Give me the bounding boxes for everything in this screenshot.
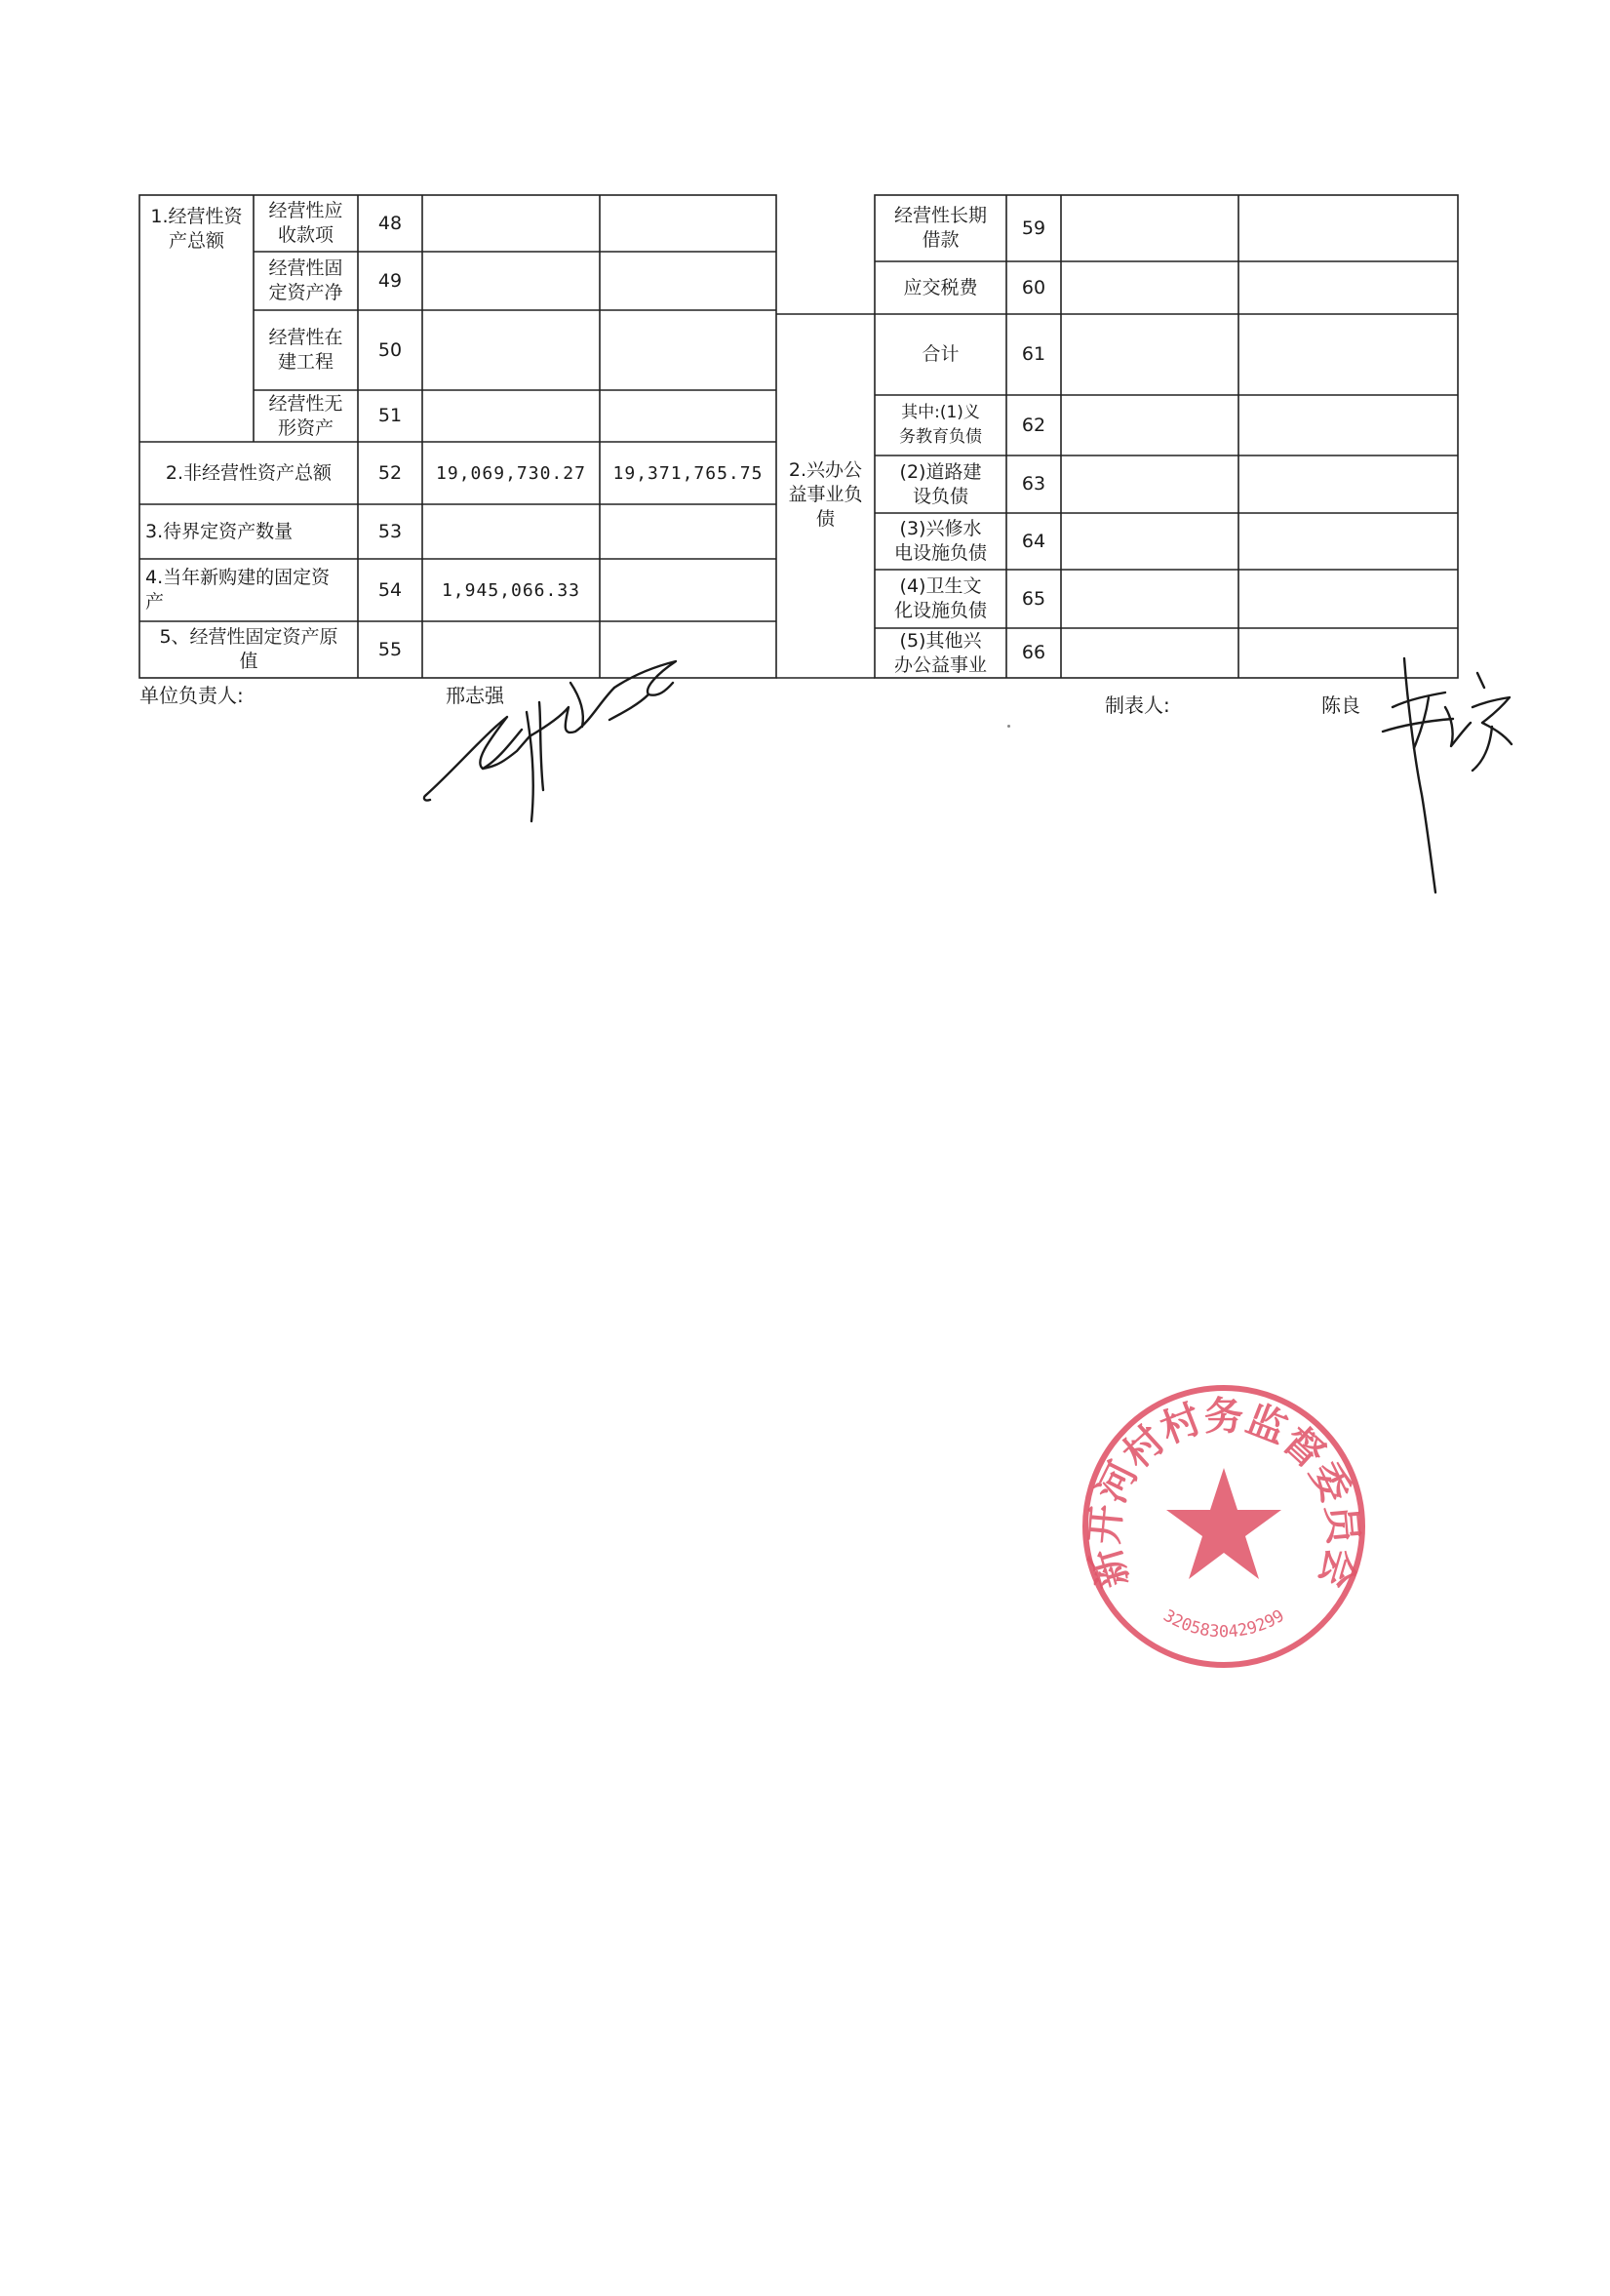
row-49-line-no: 49 [377,269,403,292]
row-53-line-no: 53 [377,520,403,542]
row-51-value-2 [600,390,776,442]
unit-head-signature [414,644,697,829]
row-65-value-1 [1061,570,1238,628]
row-60-value-1 [1061,261,1238,314]
row-50-value-1 [422,310,600,390]
row-60-line-no: 60 [1021,276,1046,298]
row-64-value-2 [1238,513,1458,570]
row-59-value-2 [1238,195,1458,261]
row-65-value-2 [1238,570,1458,628]
row-65-label: (4)卫生文 化设施负债 [893,575,987,621]
row-49-value-1 [422,252,600,310]
row-64-value-1 [1061,513,1238,570]
row-52-value-2: 19,371,765.75 [612,462,764,484]
row-50-value-2 [600,310,776,390]
row-52-line-no: 52 [377,461,403,484]
row-61-label: 合计 [922,343,960,365]
group2-label: 2.兴办公 益事业负 债 [788,459,863,530]
preparer-label: 制表人: [1105,693,1170,717]
official-stamp [1078,1380,1370,1673]
row-54-value-1: 1,945,066.33 [441,579,581,601]
row-63-label: (2)道路建 设负债 [899,460,982,507]
row-54-value-2 [600,559,776,621]
row-51-label: 经营性无 形资产 [268,392,343,439]
scan-speck [1007,725,1010,728]
row-59-line-no: 59 [1021,217,1046,239]
row-61-value-2 [1238,314,1458,395]
row-52-label: 2.非经营性资产总额 [165,461,333,484]
row-55-label: 5、经营性固定资产原 值 [159,626,338,672]
row-54-label: 4.当年新购建的固定资 产 [145,567,331,613]
unit-head-name: 邢志强 [446,684,504,707]
row-66-value-1 [1061,628,1238,678]
row-49-label: 经营性固 定资产净 [268,257,343,303]
row-49-value-2 [600,252,776,310]
unit-head-label: 单位负责人: [139,684,244,707]
row-48-value-2 [600,195,776,252]
row-48-value-1 [422,195,600,252]
row-51-line-no: 51 [377,405,403,426]
row-53-label: 3.待界定资产数量 [145,520,294,542]
row-55-line-no: 55 [377,638,403,660]
row-63-value-1 [1061,455,1238,513]
row-62-value-2 [1238,395,1458,455]
row-59-label: 经营性长期 借款 [893,205,987,251]
row-61-value-1 [1061,314,1238,395]
row-59-value-1 [1061,195,1238,261]
row-62-label: 其中:(1)义 务教育负债 [899,403,982,447]
preparer-name: 陈良 [1321,693,1360,717]
row-48-line-no: 48 [377,212,403,234]
row-65-line-no: 65 [1021,587,1046,610]
row-52-value-1: 19,069,730.27 [436,462,586,484]
star-icon [1166,1468,1281,1579]
group1-label: 1.经营性资产总额 [150,206,243,252]
row-53-value-2 [600,504,776,559]
row-48-label: 经营性应 收款项 [268,200,343,246]
preparer-signature [1375,639,1531,897]
row-51-value-1 [422,390,600,442]
row-66-label: (5)其他兴 办公益事业 [893,629,987,676]
row-64-label: (3)兴修水 电设施负债 [893,518,987,564]
stamp-org-name: 新开河村村务监督委员会 [1080,1393,1367,1594]
row-66-line-no: 66 [1021,642,1046,663]
row-63-line-no: 63 [1021,473,1046,495]
row-50-line-no: 50 [377,338,403,361]
row-60-value-2 [1238,261,1458,314]
row-62-value-1 [1061,395,1238,455]
row-60-label: 应交税费 [903,276,978,298]
row-53-value-1 [422,504,600,559]
row-64-line-no: 64 [1021,530,1046,552]
row-63-value-2 [1238,455,1458,513]
row-50-label: 经营性在 建工程 [268,327,343,373]
row-62-line-no: 62 [1021,414,1046,436]
row-54-line-no: 54 [377,578,403,601]
row-61-line-no: 61 [1021,343,1046,365]
stamp-code: 3205830429299 [1159,1605,1288,1643]
